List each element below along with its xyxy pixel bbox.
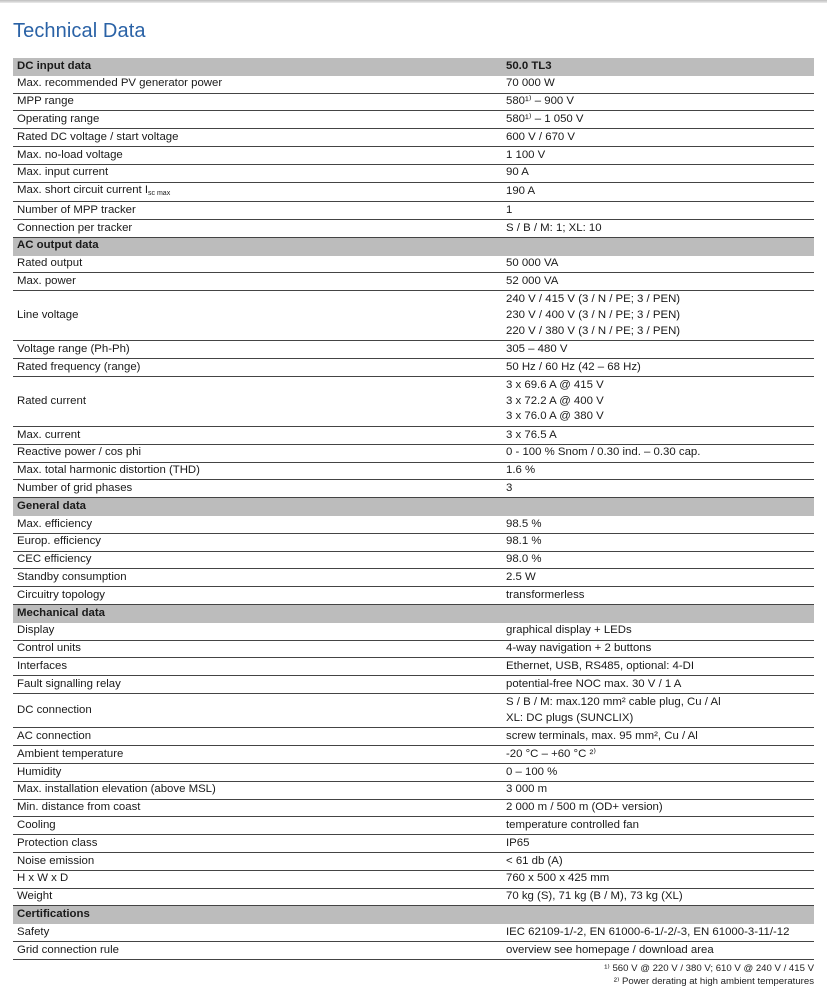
spec-label-text: Rated frequency (range)	[17, 360, 141, 373]
spec-value	[503, 694, 814, 728]
spec-value-line: 3	[506, 482, 513, 495]
section-model	[503, 605, 814, 623]
spec-label-text: Ambient temperature	[17, 747, 124, 760]
spec-row	[13, 480, 814, 498]
spec-label	[13, 551, 503, 569]
spec-row	[13, 569, 814, 587]
spec-label	[13, 694, 503, 728]
section-model	[503, 237, 814, 255]
section-model	[503, 498, 814, 516]
spec-value	[503, 146, 814, 164]
spec-value	[503, 942, 814, 960]
spec-label	[13, 853, 503, 871]
spec-value	[503, 444, 814, 462]
spec-value-line: 50 Hz / 60 Hz (42 – 68 Hz)	[506, 360, 641, 373]
section-header	[13, 58, 814, 75]
spec-value	[503, 75, 814, 93]
spec-value-line: Ethernet, USB, RS485, optional: 4-DI	[506, 659, 695, 672]
spec-label	[13, 480, 503, 498]
spec-label	[13, 376, 503, 426]
section-title: Mechanical data	[13, 605, 503, 623]
spec-row	[13, 694, 814, 728]
spec-label-text: Max. installation elevation (above MSL)	[17, 783, 216, 796]
spec-label-text: Min. distance from coast	[17, 801, 141, 814]
spec-row	[13, 75, 814, 93]
spec-value-line: 240 V / 415 V (3 / N / PE; 3 / PEN)	[506, 293, 681, 306]
spec-value	[503, 376, 814, 426]
spec-value	[503, 182, 814, 202]
spec-row	[13, 942, 814, 960]
spec-label-text: Max. input current	[17, 166, 109, 179]
spec-value	[503, 273, 814, 291]
spec-value-line: 98.5 %	[506, 517, 542, 530]
spec-label-text: Voltage range (Ph-Ph)	[17, 342, 130, 355]
spec-value	[503, 799, 814, 817]
spec-label-text: Reactive power / cos phi	[17, 446, 142, 459]
page-title: Technical Data	[13, 20, 146, 42]
spec-label	[13, 516, 503, 534]
spec-label	[13, 202, 503, 220]
spec-value	[503, 359, 814, 377]
spec-label	[13, 870, 503, 888]
spec-value-line: 98.0 %	[506, 553, 542, 566]
spec-label-text: Max. recommended PV generator power	[17, 77, 223, 90]
spec-label-text: Humidity	[17, 765, 62, 778]
spec-value	[503, 480, 814, 498]
spec-label	[13, 587, 503, 605]
section-header	[13, 605, 814, 623]
spec-row	[13, 220, 814, 238]
spec-label-text: Standby consumption	[17, 571, 127, 583]
spec-label-text: Weight	[17, 890, 53, 903]
spec-label	[13, 129, 503, 147]
spec-value-line: 760 x 500 x 425 mm	[506, 872, 610, 885]
spec-label-text: MPP range	[17, 95, 74, 108]
spec-value	[503, 728, 814, 746]
spec-row	[13, 427, 814, 445]
spec-row	[13, 764, 814, 782]
spec-row	[13, 551, 814, 569]
spec-label-text: Cooling	[17, 818, 56, 831]
spec-label-text: Max. short circuit current I	[17, 183, 149, 196]
spec-row	[13, 516, 814, 534]
spec-row	[13, 164, 814, 182]
spec-value	[503, 129, 814, 147]
spec-label-text: Europ. efficiency	[17, 535, 102, 548]
spec-value	[503, 93, 814, 111]
footnote-2: ²⁾ Power derating at high ambient temperatures	[613, 975, 814, 987]
spec-value	[503, 640, 814, 658]
spec-value	[503, 202, 814, 220]
spec-label	[13, 924, 503, 942]
spec-label	[13, 182, 503, 202]
spec-value-line: potential-free NOC max. 30 V / 1 A	[506, 677, 682, 690]
section-title: General data	[13, 498, 503, 516]
spec-row	[13, 255, 814, 273]
spec-value-line: 0 – 100 %	[506, 765, 558, 778]
spec-row	[13, 93, 814, 111]
spec-label-text: Protection class	[17, 836, 98, 849]
spec-row	[13, 341, 814, 359]
spec-label	[13, 220, 503, 238]
spec-label-text: Display	[17, 624, 55, 637]
spec-label	[13, 676, 503, 694]
spec-row	[13, 658, 814, 676]
spec-row	[13, 640, 814, 658]
spec-label-text: Max. no-load voltage	[17, 148, 123, 161]
spec-row	[13, 202, 814, 220]
spec-row	[13, 182, 814, 202]
spec-label	[13, 799, 503, 817]
spec-value	[503, 569, 814, 587]
spec-label	[13, 341, 503, 359]
spec-value	[503, 658, 814, 676]
spec-label	[13, 781, 503, 799]
spec-label	[13, 75, 503, 93]
spec-label	[13, 746, 503, 764]
spec-row	[13, 835, 814, 853]
spec-value-line: 4-way navigation + 2 buttons	[506, 642, 652, 655]
spec-label-text: Connection per tracker	[17, 221, 133, 234]
spec-value-line: 70 kg (S), 71 kg (B / M), 73 kg (XL)	[506, 890, 683, 903]
spec-label	[13, 569, 503, 587]
spec-value-line: graphical display + LEDs	[506, 624, 632, 637]
spec-row	[13, 622, 814, 640]
spec-label	[13, 273, 503, 291]
technical-data-table	[13, 58, 814, 960]
spec-row	[13, 111, 814, 129]
spec-value-line: 52 000 VA	[506, 275, 559, 288]
spec-row	[13, 799, 814, 817]
spec-label-text: Rated DC voltage / start voltage	[17, 130, 179, 143]
spec-row	[13, 781, 814, 799]
spec-value	[503, 817, 814, 835]
spec-value	[503, 111, 814, 129]
spec-label-text: Safety	[17, 925, 50, 938]
spec-value-line: S / B / M: max.120 mm² cable plug, Cu / Al	[506, 696, 721, 709]
spec-label-text: Interfaces	[17, 659, 68, 672]
spec-value-line: XL: DC plugs (SUNCLIX)	[506, 711, 634, 724]
spec-value-line: 70 000 W	[506, 77, 555, 90]
spec-label-text: Number of grid phases	[17, 482, 133, 495]
spec-row	[13, 728, 814, 746]
spec-value-line: 3 x 76.5 A	[506, 428, 557, 441]
spec-value-line: 600 V / 670 V	[506, 130, 576, 143]
spec-value-line: 305 – 480 V	[506, 342, 568, 355]
spec-value-line: -20 °C – +60 °C ²⁾	[506, 747, 597, 760]
spec-value	[503, 781, 814, 799]
spec-row	[13, 129, 814, 147]
spec-value-line: overview see homepage / download area	[506, 943, 714, 956]
spec-value	[503, 870, 814, 888]
spec-value-line: S / B / M: 1; XL: 10	[506, 221, 602, 234]
section-title: DC input data	[13, 58, 503, 75]
spec-label	[13, 111, 503, 129]
spec-row	[13, 817, 814, 835]
spec-value-line: 3 x 72.2 A @ 400 V	[506, 394, 604, 407]
spec-label-text: Line voltage	[17, 308, 79, 321]
spec-value-line: 3 000 m	[506, 783, 548, 796]
spec-label	[13, 888, 503, 906]
spec-value-line: screw terminals, max. 95 mm², Cu / Al	[506, 729, 698, 742]
spec-value	[503, 533, 814, 551]
spec-row	[13, 533, 814, 551]
spec-value	[503, 835, 814, 853]
section-title: Certifications	[13, 906, 503, 924]
spec-label	[13, 427, 503, 445]
spec-value-line: 0 - 100 % Snom / 0.30 ind. – 0.30 cap.	[506, 446, 701, 459]
spec-label	[13, 622, 503, 640]
spec-label-text: DC connection	[17, 703, 92, 716]
top-shadow-bar	[0, 0, 827, 3]
spec-row	[13, 462, 814, 480]
spec-label	[13, 942, 503, 960]
spec-value-line: 50 000 VA	[506, 257, 559, 270]
spec-label	[13, 291, 503, 341]
spec-value-line: 2.5 W	[506, 571, 536, 583]
spec-row	[13, 853, 814, 871]
spec-label	[13, 93, 503, 111]
spec-label	[13, 359, 503, 377]
spec-value-line: temperature controlled fan	[506, 818, 639, 831]
spec-row	[13, 676, 814, 694]
section-header	[13, 237, 814, 255]
spec-value	[503, 341, 814, 359]
spec-row	[13, 359, 814, 377]
spec-value	[503, 924, 814, 942]
spec-label-text: Operating range	[17, 112, 100, 125]
spec-value-line: 3 x 76.0 A @ 380 V	[506, 410, 604, 423]
spec-row	[13, 273, 814, 291]
spec-value-line: 1.6 %	[506, 464, 536, 477]
spec-row	[13, 587, 814, 605]
section-title: AC output data	[13, 237, 503, 255]
spec-label-text: Max. efficiency	[17, 517, 93, 530]
spec-label	[13, 817, 503, 835]
spec-value-line: 1	[506, 203, 513, 216]
spec-row	[13, 924, 814, 942]
spec-label	[13, 728, 503, 746]
spec-value-line: IEC 62109-1/-2, EN 61000-6-1/-2/-3, EN 61000-3-11/-12	[506, 925, 790, 938]
footnote-1: ¹⁾ 560 V @ 220 V / 380 V; 610 V @ 240 V / 415 V	[604, 963, 814, 974]
spec-value-line: transformerless	[506, 588, 585, 601]
spec-row	[13, 870, 814, 888]
spec-value	[503, 622, 814, 640]
spec-label-text: Noise emission	[17, 854, 95, 867]
section-model: 50.0 TL3	[503, 58, 814, 75]
spec-label-text: Rated output	[17, 257, 83, 270]
spec-label	[13, 533, 503, 551]
spec-row	[13, 888, 814, 906]
spec-value	[503, 291, 814, 341]
spec-row	[13, 376, 814, 426]
spec-label	[13, 640, 503, 658]
spec-label	[13, 164, 503, 182]
spec-value	[503, 888, 814, 906]
spec-value	[503, 853, 814, 871]
spec-value-line: 3 x 69.6 A @ 415 V	[506, 378, 604, 391]
spec-row	[13, 444, 814, 462]
spec-value-line: 220 V / 380 V (3 / N / PE; 3 / PEN)	[506, 324, 681, 337]
spec-value-line: 2 000 m / 500 m (OD+ version)	[506, 801, 663, 814]
spec-value-line: 580¹⁾ – 1 050 V	[506, 112, 584, 125]
spec-value-line: 580¹⁾ – 900 V	[506, 95, 575, 108]
spec-value	[503, 764, 814, 782]
spec-label-text: Max. current	[17, 428, 81, 441]
spec-value-line: < 61 db (A)	[506, 854, 563, 867]
spec-row	[13, 146, 814, 164]
spec-value-line: IP65	[506, 836, 530, 849]
spec-value	[503, 676, 814, 694]
spec-label-subscript: sc max	[148, 189, 171, 197]
spec-row	[13, 291, 814, 341]
spec-value	[503, 164, 814, 182]
spec-label-text: Fault signalling relay	[17, 677, 121, 690]
section-model	[503, 906, 814, 924]
spec-label-text: Number of MPP tracker	[17, 203, 136, 216]
spec-value	[503, 551, 814, 569]
spec-label	[13, 764, 503, 782]
spec-value	[503, 516, 814, 534]
spec-label	[13, 658, 503, 676]
section-header	[13, 906, 814, 924]
spec-label	[13, 146, 503, 164]
spec-label-text: Grid connection rule	[17, 943, 119, 956]
spec-value	[503, 255, 814, 273]
spec-row	[13, 746, 814, 764]
spec-value	[503, 587, 814, 605]
section-header	[13, 498, 814, 516]
spec-value-line: 1 100 V	[506, 148, 546, 161]
spec-value	[503, 462, 814, 480]
spec-value	[503, 746, 814, 764]
spec-value-line: 90 A	[506, 166, 529, 179]
spec-label	[13, 444, 503, 462]
spec-label-text: Circuitry topology	[17, 588, 105, 601]
spec-label-text: Max. power	[17, 275, 76, 288]
spec-label	[13, 462, 503, 480]
spec-value-line: 190 A	[506, 185, 536, 198]
spec-label-text: AC connection	[17, 729, 92, 742]
spec-label-text: Control units	[17, 642, 81, 655]
spec-value	[503, 427, 814, 445]
footnotes	[604, 963, 814, 988]
spec-label-text: H x W x D	[17, 872, 69, 885]
spec-label-text: Rated current	[17, 394, 87, 407]
spec-value-line: 98.1 %	[506, 535, 542, 548]
spec-label-text: Max. total harmonic distortion (THD)	[17, 464, 200, 477]
spec-label	[13, 835, 503, 853]
spec-label	[13, 255, 503, 273]
spec-value	[503, 220, 814, 238]
spec-label-text: CEC efficiency	[17, 553, 92, 566]
spec-value-line: 230 V / 400 V (3 / N / PE; 3 / PEN)	[506, 308, 681, 321]
